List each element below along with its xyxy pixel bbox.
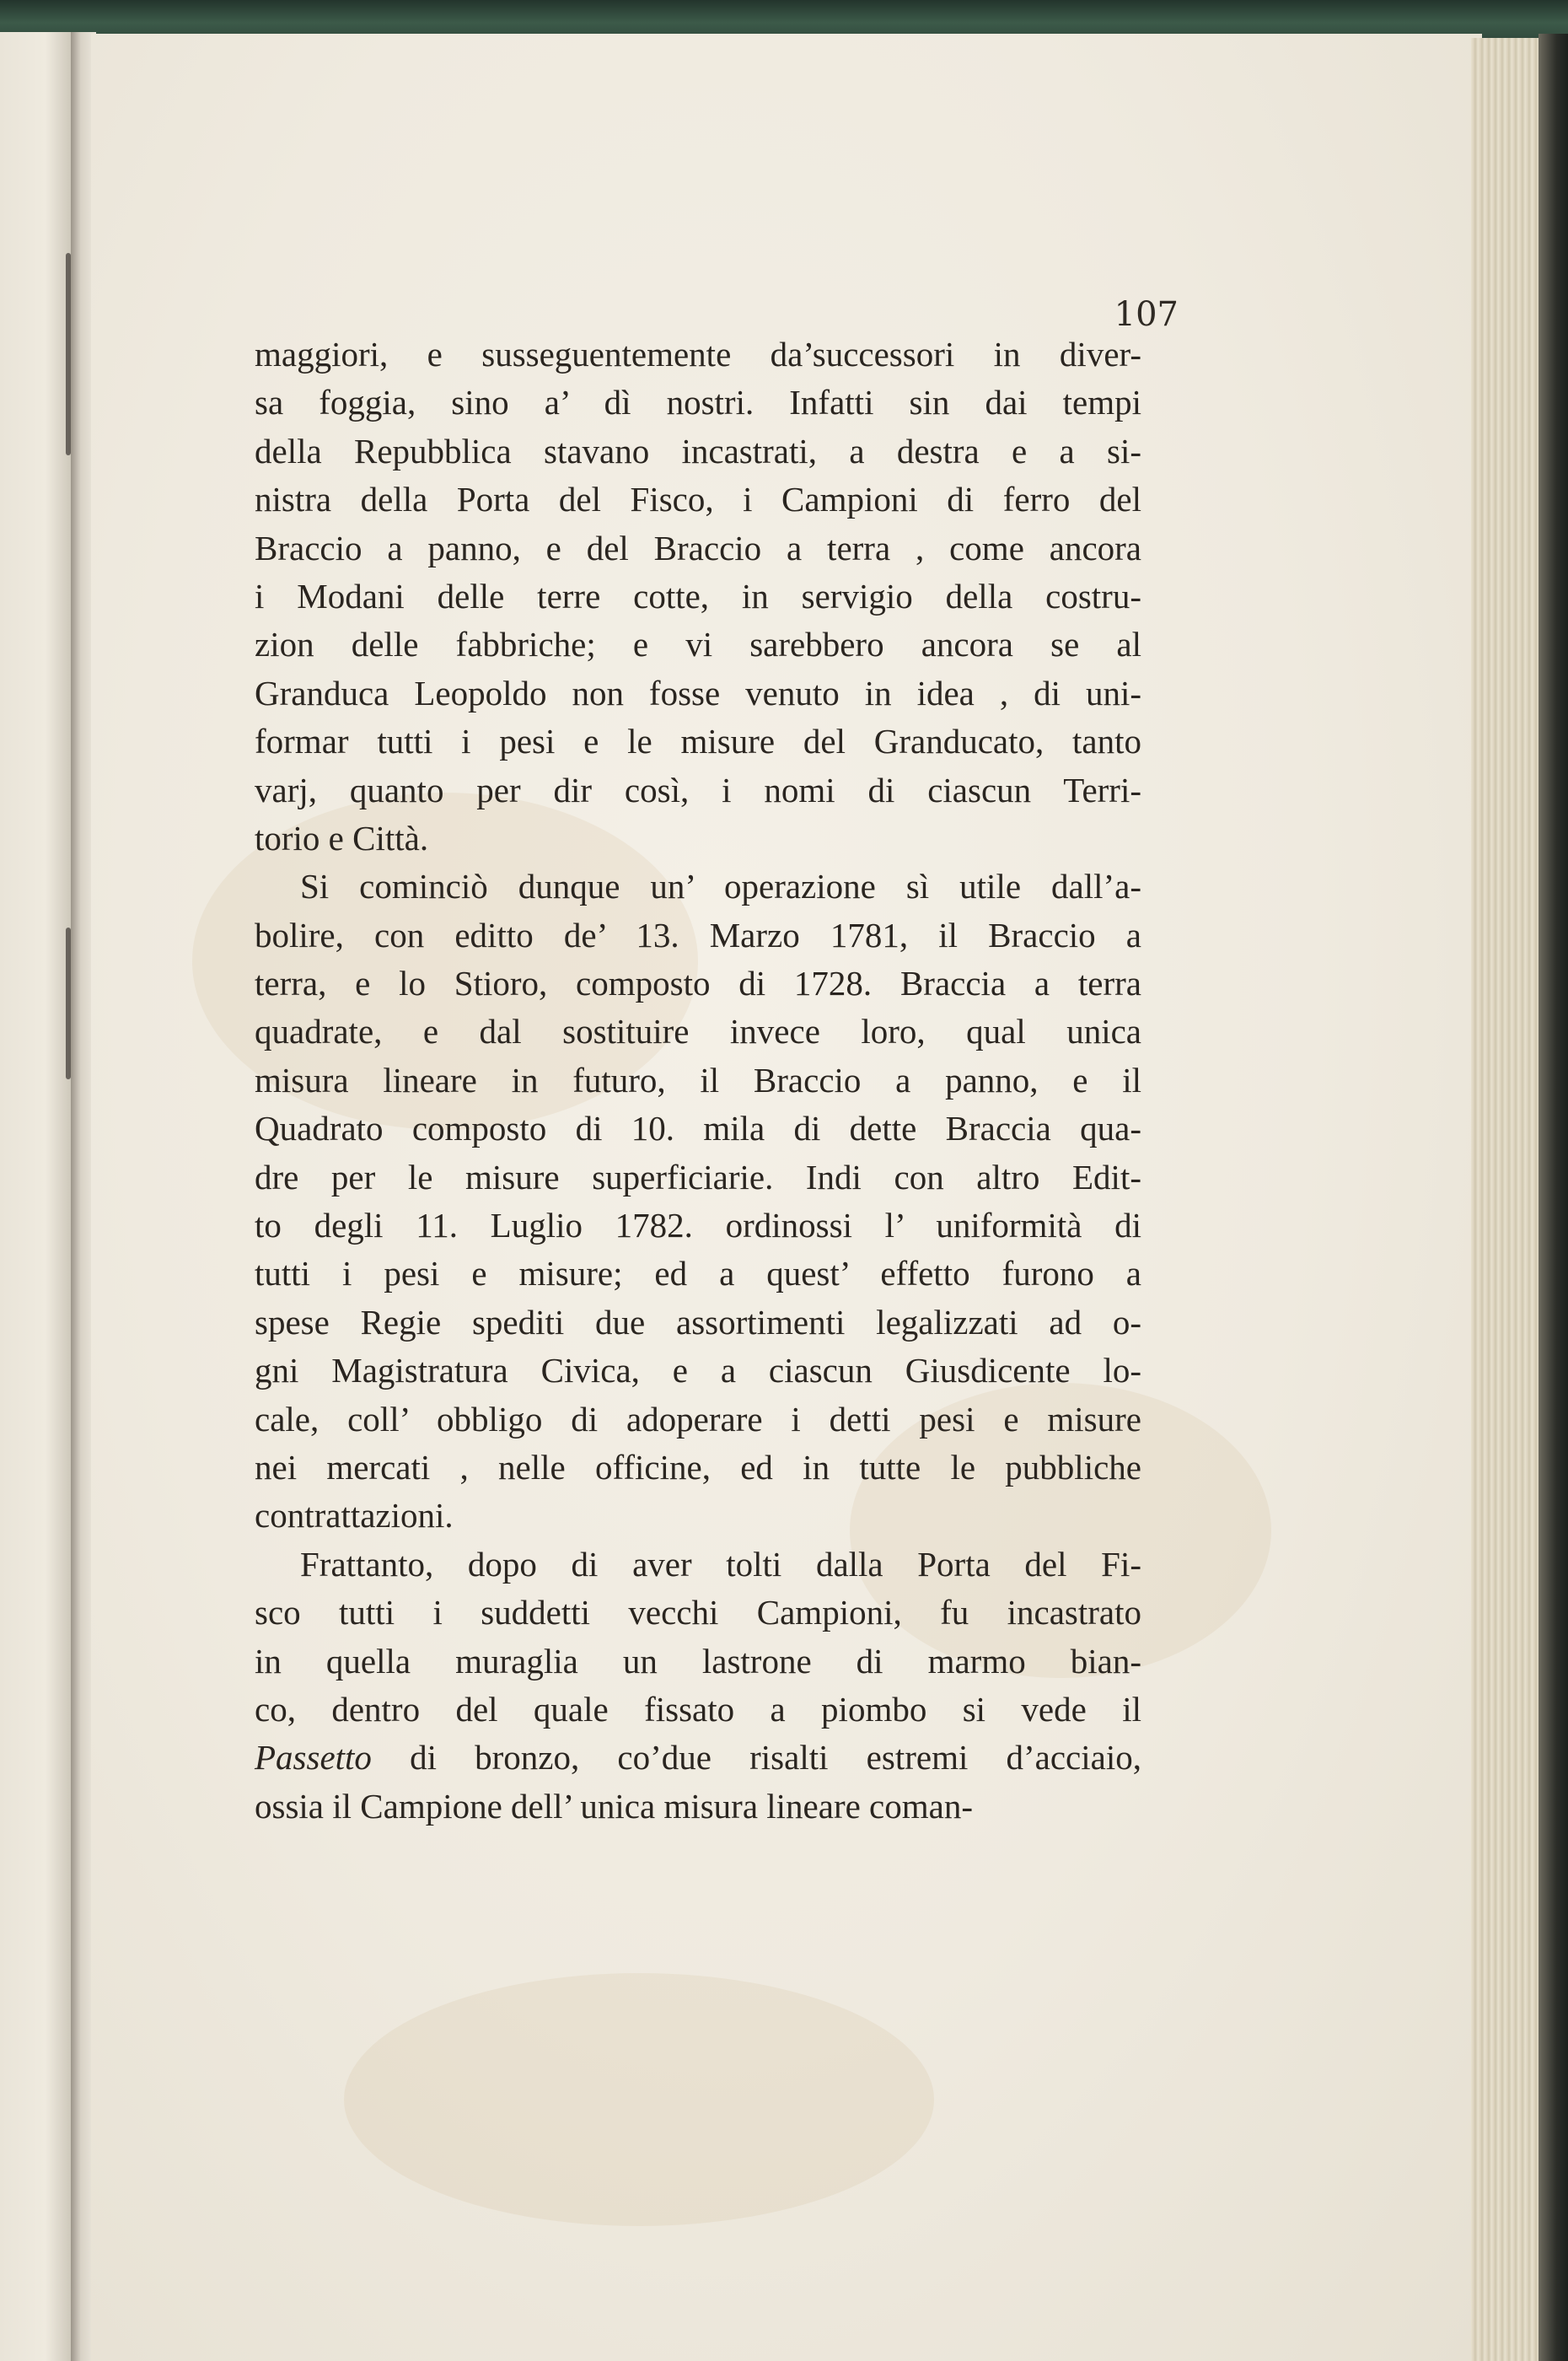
text-line: Braccio a panno, e del Braccio a terra , come ancora bbox=[255, 528, 1141, 567]
text-line: varj, quanto per dir così, i nomi di ciascun Terri- bbox=[255, 770, 1141, 809]
paper-stain bbox=[344, 1973, 934, 2226]
page-number: 107 bbox=[1114, 295, 1179, 334]
text-line: maggiori, e susseguentemente da’successori in diver- bbox=[255, 335, 1141, 374]
text-line: co, dentro del quale fissato a piombo si vede il bbox=[255, 1689, 1141, 1729]
text-line: dre per le misure superficiarie. Indi con altro Edit- bbox=[255, 1157, 1141, 1197]
text-line-rest: di bronzo, co’due risalti estremi d’acciaio, bbox=[371, 1738, 1141, 1777]
paragraph-3 bbox=[255, 1541, 1141, 1831]
text-line: torio e Città. bbox=[255, 818, 429, 858]
text-line: sa foggia, sino a’ dì nostri. Infatti sin dai tempi bbox=[255, 383, 1141, 422]
text-line: cale, coll’ obbligo di adoperare i detti pesi e misure bbox=[255, 1399, 1141, 1439]
text-line: formar tutti i pesi e le misure del Granducato, tanto bbox=[255, 722, 1141, 761]
paragraph-3-lines bbox=[255, 1541, 1141, 1734]
text-line: zion delle fabbriche; e vi sarebbero ancora se al bbox=[255, 625, 1141, 664]
text-line: Frattanto, dopo di aver tolti dalla Porta del Fi- bbox=[300, 1544, 1141, 1584]
text-line: gni Magistratura Civica, e a ciascun Giusdicente lo- bbox=[255, 1351, 1141, 1390]
previous-page-edge bbox=[0, 32, 76, 2361]
text-line: quadrate, e dal sostituire invece loro, qual unica bbox=[255, 1012, 1141, 1051]
text-line: Quadrato composto di 10. mila di dette Braccia qua- bbox=[255, 1109, 1141, 1148]
page-fore-edge bbox=[1471, 38, 1538, 2361]
text-line: tutti i pesi e misure; ed a quest’ effetto furono a bbox=[255, 1254, 1141, 1293]
left-margin-shadow bbox=[66, 928, 71, 1079]
italic-term: Passetto bbox=[255, 1738, 372, 1777]
text-line: i Modani delle terre cotte, in servigio della costru- bbox=[255, 576, 1141, 616]
left-margin-shadow bbox=[66, 253, 71, 455]
text-line: terra, e lo Stioro, composto di 1728. Braccia a terra bbox=[255, 964, 1141, 1003]
text-line: nistra della Porta del Fisco, i Campioni di ferro del bbox=[255, 480, 1141, 519]
page-edge-shadow bbox=[1538, 34, 1568, 2361]
paragraph-1 bbox=[255, 331, 1141, 863]
text-line: Si cominciò dunque un’ operazione sì utile dall’a- bbox=[300, 867, 1141, 906]
text-line: ossia il Campione dell’ unica misura lineare coman- bbox=[255, 1786, 973, 1826]
text-line: Granduca Leopoldo non fosse venuto in idea , di uni- bbox=[255, 673, 1141, 713]
text-line: sco tutti i suddetti vecchi Campioni, fu incastrato bbox=[255, 1593, 1141, 1632]
text-line: misura lineare in futuro, il Braccio a panno, e il bbox=[255, 1060, 1141, 1100]
text-line: to degli 11. Luglio 1782. ordinossi l’ uniformità di bbox=[255, 1206, 1141, 1245]
text-line: contrattazioni. bbox=[255, 1496, 454, 1535]
text-line: spese Regie spediti due assortimenti legalizzati ad o- bbox=[255, 1302, 1141, 1342]
body-text bbox=[255, 331, 1141, 1831]
text-line: bolire, con editto de’ 13. Marzo 1781, il Braccio a bbox=[255, 915, 1141, 955]
text-line: della Repubblica stavano incastrati, a destra e a si- bbox=[255, 431, 1141, 471]
paragraph-2 bbox=[255, 863, 1141, 1540]
text-line: nei mercati , nelle officine, ed in tutte le pubbliche bbox=[255, 1447, 1141, 1487]
text-line-italic bbox=[255, 1734, 1141, 1782]
text-line: in quella muraglia un lastrone di marmo bian- bbox=[255, 1641, 1141, 1681]
